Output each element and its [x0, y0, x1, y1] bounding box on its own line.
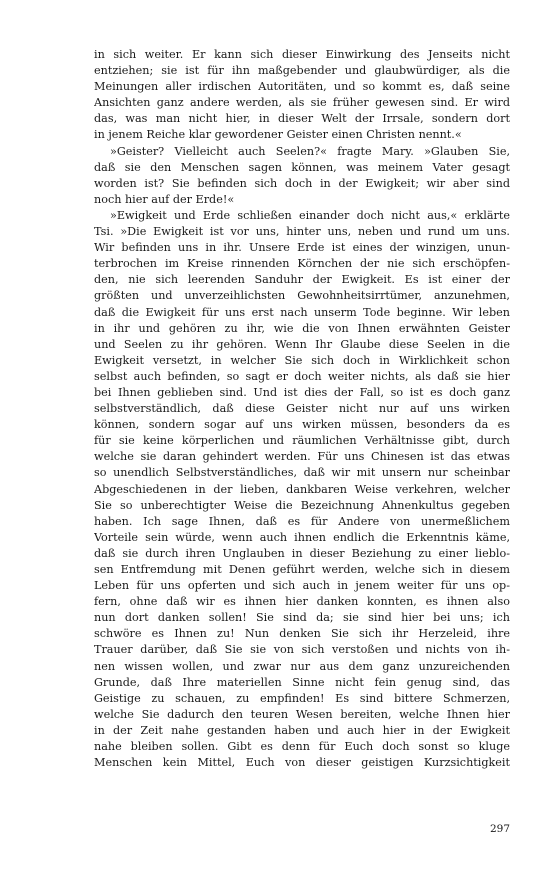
- text-line: Ansichten ganz andere werden, als sie früher gewesen sind. Er wird: [94, 96, 510, 110]
- text-line: das, was man nicht hier, in dieser Welt der Irrsale, sondern dort: [94, 112, 510, 126]
- text-line: Grunde, daß Ihre materiellen Sinne nicht fein genug sind, das: [94, 675, 510, 689]
- text-line: schwöre es Ihnen zu! Nun denken Sie sich ihr Herzeleid, ihre: [94, 627, 510, 641]
- text-line: welche sie daran gehindert werden. Für uns Chinesen ist das etwas: [94, 450, 510, 464]
- text-line: »Ewigkeit und Erde schließen einander doch nicht aus,« erklärte: [110, 208, 510, 222]
- text-line: haben. Ich sage Ihnen, daß es für Andere von unermeßlichem: [94, 514, 510, 528]
- text-line: worden ist? Sie befinden sich doch in der Ewigkeit; wir aber sind: [94, 176, 510, 190]
- text-line: welche Sie dadurch den teuren Wesen bereiten, welche Ihnen hier: [94, 707, 510, 721]
- text-line: Menschen kein Mittel, Euch von dieser geistigen Kurzsichtigkeit: [94, 756, 510, 770]
- page-number: 297: [489, 823, 510, 835]
- body-text: [94, 47, 510, 771]
- text-line: können, sondern sogar auf uns wirken müssen, besonders da es: [94, 418, 510, 432]
- text-line: bei Ihnen geblieben sind. Und ist dies der Fall, so ist es doch ganz: [94, 385, 510, 399]
- text-line: terbrochen im Kreise rinnenden Körnchen der nie sich erschöpfen-: [94, 257, 510, 271]
- text-line: in sich weiter. Er kann sich dieser Einwirkung des Jenseits nicht: [94, 48, 510, 61]
- text-line: fern, ohne daß wir es ihnen hier danken konnten, es ihnen also: [94, 595, 510, 609]
- text-line: noch hier auf der Erde!«: [94, 192, 235, 206]
- text-line: nun dort danken sollen! Sie sind da; sie sind hier bei uns; ich: [94, 611, 510, 625]
- text-line: Tsi. »Die Ewigkeit ist vor uns, hinter uns, neben und rund um uns.: [94, 225, 510, 239]
- text-line: entziehen; sie ist für ihn maßgebender und glaubwürdiger, als die: [94, 64, 510, 78]
- text-line: Ewigkeit versetzt, in welcher Sie sich doch in Wirklichkeit schon: [94, 353, 510, 367]
- text-line: Abgeschiedenen in der lieben, dankbaren Weise verkehren, welcher: [94, 482, 510, 496]
- text-line: Wir befinden uns in ihr. Unsere Erde ist eines der winzigen, unun-: [94, 241, 510, 255]
- text-line: in der Zeit nahe gestanden haben und auch hier in der Ewigkeit: [94, 723, 510, 737]
- text-line: nahe bleiben sollen. Gibt es denn für Euch doch sonst so kluge: [94, 740, 510, 754]
- text-line: daß die Ewigkeit für uns erst nach unserm Tode beginne. Wir leben: [94, 305, 510, 319]
- text-line: Trauer darüber, daß Sie sie von sich verstoßen und nichts von ih-: [94, 643, 510, 657]
- text-line: Sie so unberechtigter Weise die Bezeichnung Ahnenkultus gegeben: [94, 498, 510, 512]
- text-line: Geistige zu schauen, zu empfinden! Es sind bittere Schmerzen,: [94, 691, 510, 705]
- text-line: so unendlich Selbstverständliches, daß wir mit unsern nur scheinbar: [94, 466, 510, 480]
- text-line: »Geister? Vielleicht auch Seelen?« fragte Mary. »Glauben Sie,: [110, 144, 510, 158]
- text-line: in ihr und gehören zu ihr, wie die von Ihnen erwähnten Geister: [94, 321, 510, 335]
- text-line: daß sie durch ihren Unglauben in dieser Beziehung zu einer lieblo-: [94, 546, 510, 560]
- text-line: für sie keine körperlichen und räumlichen Verhältnisse gibt, durch: [94, 434, 510, 448]
- text-line: selbstverständlich, daß diese Geister nicht nur auf uns wirken: [94, 402, 510, 416]
- text-line: selbst auch befinden, so sagt er doch weiter nichts, als daß sie hier: [94, 369, 510, 383]
- text-line: sen Entfremdung mit Denen geführt werden, welche sich in diesem: [94, 563, 510, 576]
- text-line: nen wissen wollen, und zwar nur aus dem ganz unzureichenden: [94, 659, 510, 673]
- text-line: Meinungen aller irdischen Autoritäten, und so kommt es, daß seine: [94, 80, 510, 94]
- text-line: Leben für uns opferten und sich auch in jenem weiter für uns op-: [94, 579, 510, 593]
- text-line: daß sie den Menschen sagen können, was meinem Vater gesagt: [94, 160, 510, 174]
- text-line: und Seelen zu ihr gehören. Wenn Ihr Glaube diese Seelen in die: [94, 337, 510, 351]
- text-line: in jenem Reiche klar gewordener Geister einen Christen nennt.«: [94, 128, 462, 142]
- text-line: größten und unverzeihlichsten Gewohnheitsirrtümer, anzunehmen,: [94, 289, 510, 303]
- text-line: Vorteile sein würde, wenn auch ihnen endlich die Erkenntnis käme,: [94, 530, 510, 544]
- text-line: den, nie sich leerenden Sanduhr der Ewigkeit. Es ist einer der: [94, 273, 510, 287]
